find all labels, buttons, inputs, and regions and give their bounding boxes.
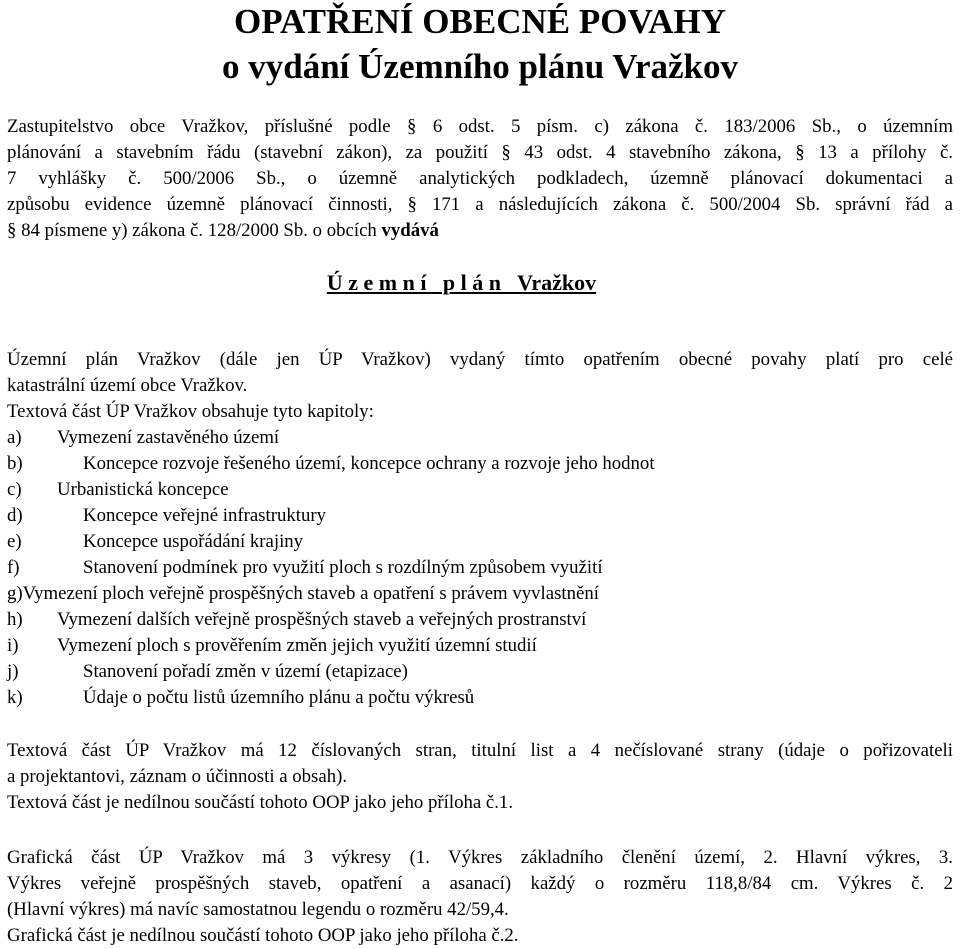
chapter-item [7,503,326,529]
chapter-letter: k) [7,687,23,708]
chapter-item [7,529,303,555]
chapter-text: Koncepce uspořádání krajiny [83,531,304,552]
chapter-item [7,659,408,685]
chapter-letter: c) [7,479,22,500]
chapter-item [7,425,279,451]
plan-heading: Ú z e m n í p l á n Vražkov [326,270,597,295]
chapter-text: Koncepce rozvoje řešeného území, koncepce ochrany a rozvoje jeho hodnot [83,453,655,474]
chapter-letter: d) [7,505,23,526]
paragraph-line: Textová část ÚP Vražkov má 12 číslovaných stran, titulní list a 4 nečíslované strany (údaje o pořizovateli [7,740,953,761]
chapter-item [7,685,474,711]
paragraph-line: (Hlavní výkres) má navíc samostatnou legendu o rozměru 42/59,4. [7,899,509,920]
chapter-letter: i) [7,635,19,656]
chapter-text: Stanovení podmínek pro využití ploch s rozdílným způsobem využití [83,557,603,578]
document-title: OPATŘENÍ OBECNÉ POVAHY [234,2,726,41]
chapter-text: Koncepce veřejné infrastruktury [83,505,327,526]
chapter-letter: e) [7,531,22,552]
intro-line: způsobu evidence územně plánovací činnosti, § 171 a následujících zákona č. 500/2004 Sb. správní řád a [7,194,953,215]
chapter-item [7,607,586,633]
chapter-text: Vymezení ploch s prověřením změn jejich využití územní studií [57,635,537,656]
chapter-text: Vymezení ploch veřejně prospěšných staveb a opatření s právem vyvlastnění [22,583,599,604]
paragraph-line: a projektantovi, záznam o účinnosti a obsah). [7,766,348,787]
paragraph-line: katastrální území obce Vražkov. [7,375,248,396]
chapter-item [7,555,603,581]
chapter-letter: a) [7,427,22,448]
chapter-letter: h) [7,609,23,630]
intro-line [7,218,953,244]
intro-line: plánování a stavebním řádu (stavební zákon), za použití § 43 odst. 4 stavebního zákona, § 13 a přílohy č. [7,142,953,163]
chapter-text: Údaje o počtu listů územního plánu a počtu výkresů [83,687,475,708]
intro-line: 7 vyhlášky č. 500/2006 Sb., o územně analytických podkladech, územně plánovací dokumentaci a [7,168,953,189]
intro-paragraph [7,114,953,244]
chapter-text: Vymezení zastavěného území [57,427,280,448]
intro-line-text: § 84 písmene y) zákona č. 128/2000 Sb. o obcích [7,220,382,241]
chapters-intro: Textová část ÚP Vražkov obsahuje tyto kapitoly: [7,401,374,422]
chapter-letter: f) [7,557,20,578]
vydava-keyword: vydává [381,220,439,241]
chapter-letter: b) [7,453,23,474]
document-subtitle: o vydání Územního plánu Vražkov [221,47,738,86]
chapter-text: Urbanistická koncepce [57,479,229,500]
paragraph-line: Textová část je nedílnou součástí tohoto OOP jako jeho příloha č.1. [7,792,514,813]
paragraph-line: Grafická část ÚP Vražkov má 3 výkresy (1. Výkres základního členění území, 2. Hlavní výkres, 3. [7,847,953,868]
chapter-text: Stanovení pořadí změn v území (etapizace) [83,661,408,682]
paragraph-line: Výkres veřejně prospěšných staveb, opatření a asanací) každý o rozměru 118,8/84 cm. Výkres č. 2 [7,873,953,894]
paragraph-line: Grafická část je nedílnou součástí tohoto OOP jako jeho příloha č.2. [7,925,519,946]
chapter-item [7,581,599,607]
chapter-item [7,451,655,477]
chapter-text: Vymezení dalších veřejně prospěšných staveb a veřejných prostranství [57,609,587,630]
chapter-letter: j) [7,661,19,682]
intro-line: Zastupitelstvo obce Vražkov, příslušné podle § 6 odst. 5 písm. c) zákona č. 183/2006 Sb., o územním [7,116,953,137]
chapter-item [7,633,537,659]
chapter-item [7,477,229,503]
chapter-letter: g) [7,583,23,604]
paragraph-line: Územní plán Vražkov (dále jen ÚP Vražkov) vydaný tímto opatřením obecné povahy platí pro celé [7,349,953,370]
